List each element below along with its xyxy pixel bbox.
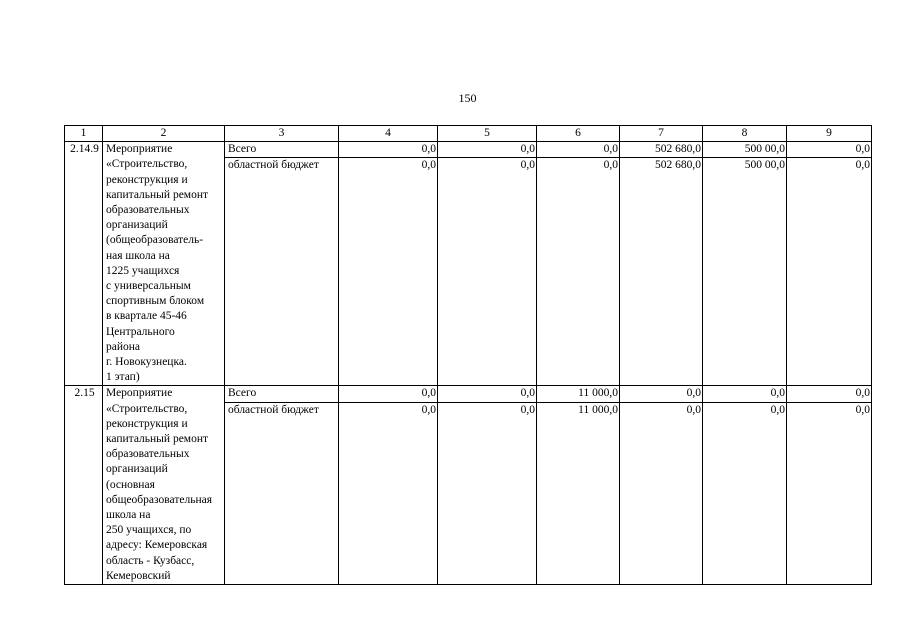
value-cell: 0,0 <box>787 158 872 386</box>
entry-description: Мероприятие «Строительство, реконструкция и капитальный ремонт образовательных организаций (общеобразователь- ная школа на 1225 учащихся с универсальным спортивным блоком в квартале 45-46 Центрального района г. Новокузнецка. 1 этап) <box>103 142 225 386</box>
value-cell: 0,0 <box>438 386 537 402</box>
column-header: 4 <box>339 126 438 142</box>
funding-source: Всего <box>225 142 339 158</box>
page-number: 150 <box>458 91 477 105</box>
value-cell: 0,0 <box>339 386 438 402</box>
value-cell: 0,0 <box>620 386 703 402</box>
table-row <box>65 142 872 158</box>
table-header-row <box>65 126 872 142</box>
value-cell: 11 000,0 <box>537 386 620 402</box>
value-cell: 0,0 <box>787 142 872 158</box>
value-cell: 0,0 <box>438 142 537 158</box>
value-cell: 500 00,0 <box>703 158 787 386</box>
value-cell: 0,0 <box>703 402 787 584</box>
value-cell: 0,0 <box>339 158 438 386</box>
table-row <box>65 386 872 402</box>
entry-number: 2.14.9 <box>65 142 103 386</box>
funding-source: областной бюджет <box>225 158 339 386</box>
value-cell: 0,0 <box>620 402 703 584</box>
value-cell: 0,0 <box>537 158 620 386</box>
column-header: 7 <box>620 126 703 142</box>
value-cell: 0,0 <box>339 402 438 584</box>
value-cell: 502 680,0 <box>620 158 703 386</box>
column-header: 6 <box>537 126 620 142</box>
value-cell: 0,0 <box>703 386 787 402</box>
column-header: 1 <box>65 126 103 142</box>
value-cell: 0,0 <box>787 402 872 584</box>
column-header: 3 <box>225 126 339 142</box>
entry-number: 2.15 <box>65 386 103 585</box>
value-cell: 502 680,0 <box>620 142 703 158</box>
value-cell: 0,0 <box>339 142 438 158</box>
value-cell: 0,0 <box>537 142 620 158</box>
column-header: 8 <box>703 126 787 142</box>
value-cell: 0,0 <box>438 402 537 584</box>
column-header: 9 <box>787 126 872 142</box>
entry-description: Мероприятие «Строительство, реконструкция и капитальный ремонт образовательных организаций (основная общеобразовательная школа на 250 учащихся, по адресу: Кемеровская область - Кузбасс, Кемеровский <box>103 386 225 585</box>
funding-source: Всего <box>225 386 339 402</box>
value-cell: 0,0 <box>438 158 537 386</box>
column-header: 2 <box>103 126 225 142</box>
column-header: 5 <box>438 126 537 142</box>
funding-source: областной бюджет <box>225 402 339 584</box>
value-cell: 500 00,0 <box>703 142 787 158</box>
value-cell: 11 000,0 <box>537 402 620 584</box>
value-cell: 0,0 <box>787 386 872 402</box>
budget-table <box>64 125 872 585</box>
